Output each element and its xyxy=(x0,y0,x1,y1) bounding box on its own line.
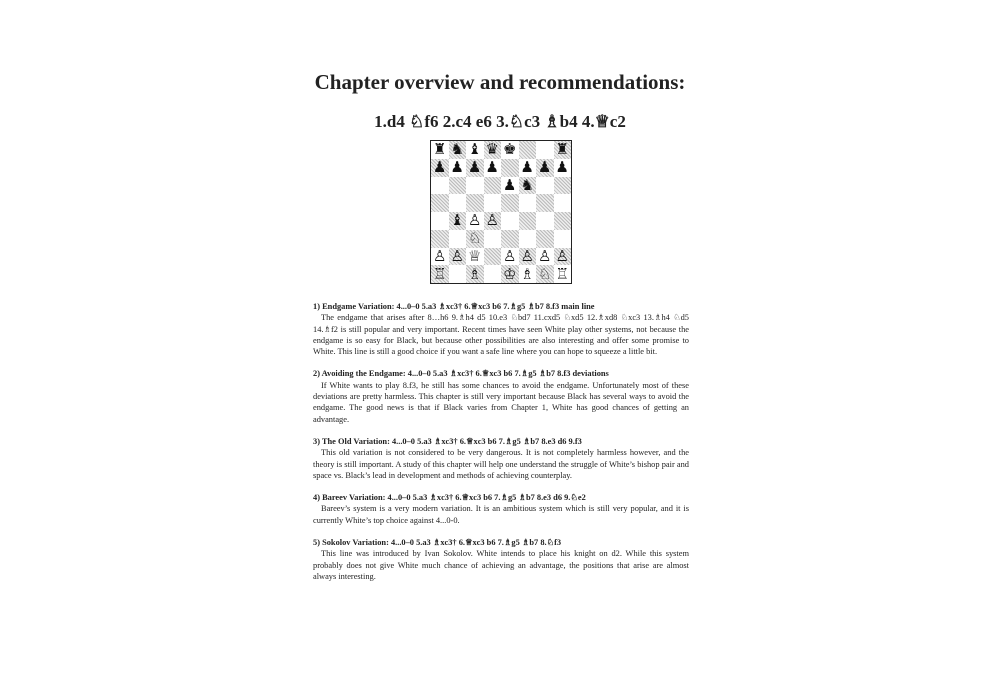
board-square xyxy=(431,230,449,248)
board-square xyxy=(554,194,572,212)
board-square xyxy=(536,141,554,159)
board-square xyxy=(431,212,449,230)
board-square xyxy=(501,230,519,248)
board-square xyxy=(449,265,467,283)
board-square xyxy=(501,194,519,212)
board-square xyxy=(466,194,484,212)
board-square xyxy=(449,177,467,195)
board-square: ♝ xyxy=(466,141,484,159)
board-square xyxy=(519,141,537,159)
board-square: ♖ xyxy=(554,265,572,283)
board-square xyxy=(431,177,449,195)
section-heading: 5) Sokolov Variation: 4...0–0 5.a3 ♗xc3† 6.♕xc3 b6 7.♗g5 ♗b7 8.♘f3 xyxy=(313,538,562,548)
section xyxy=(313,301,689,357)
board-square xyxy=(519,212,537,230)
section-body: If White wants to play 8.f3, he still has some chances to avoid the endgame. Unfortunately most of these deviations are pretty harmless. This chapter is still very important because Black has several ways to avoid the endgame. The good news is that if Black varies from Chapter 1, White has good chances of getting an advantage. xyxy=(313,380,689,424)
board-square: ♘ xyxy=(466,230,484,248)
board-square: ♟ xyxy=(449,159,467,177)
board-square: ♝ xyxy=(449,212,467,230)
chess-diagram xyxy=(430,140,572,284)
board-square: ♙ xyxy=(431,248,449,266)
board-square: ♟ xyxy=(466,159,484,177)
board-square: ♙ xyxy=(519,248,537,266)
board-square: ♟ xyxy=(536,159,554,177)
section xyxy=(313,368,689,424)
board-square: ♙ xyxy=(554,248,572,266)
board-square xyxy=(501,212,519,230)
section xyxy=(313,537,689,582)
board-square: ♖ xyxy=(431,265,449,283)
board-square: ♗ xyxy=(519,265,537,283)
board-square xyxy=(484,194,502,212)
board-square xyxy=(431,194,449,212)
board-square: ♚ xyxy=(501,141,519,159)
board-square: ♞ xyxy=(519,177,537,195)
board-square: ♔ xyxy=(501,265,519,283)
board-square: ♟ xyxy=(519,159,537,177)
section-heading: 1) Endgame Variation: 4...0–0 5.a3 ♗xc3† 6.♕xc3 b6 7.♗g5 ♗b7 8.f3 main line xyxy=(313,302,595,311)
board-square xyxy=(449,230,467,248)
board-square: ♙ xyxy=(536,248,554,266)
board-square: ♘ xyxy=(536,265,554,283)
board-square xyxy=(536,194,554,212)
board-square: ♟ xyxy=(484,159,502,177)
board-square: ♙ xyxy=(501,248,519,266)
board-square xyxy=(554,177,572,195)
board-square xyxy=(484,248,502,266)
board-square xyxy=(554,230,572,248)
board-square: ♙ xyxy=(484,212,502,230)
section-body: Bareev’s system is a very modern variation. It is an ambitious system which is still very popular, and it is currently White’s top choice against 4...0-0. xyxy=(313,504,689,525)
section-heading: 3) The Old Variation: 4...0–0 5.a3 ♗xc3† 6.♕xc3 b6 7.♗g5 ♗b7 8.e3 d6 9.f3 xyxy=(313,436,582,446)
board-square xyxy=(554,212,572,230)
board-square: ♗ xyxy=(466,265,484,283)
section xyxy=(313,436,689,481)
board-square: ♞ xyxy=(449,141,467,159)
board-square xyxy=(484,177,502,195)
section-heading: 2) Avoiding the Endgame: 4...0–0 5.a3 ♗xc3† 6.♕xc3 b6 7.♗g5 ♗b7 8.f3 deviations xyxy=(313,369,609,379)
board-square: ♜ xyxy=(431,141,449,159)
board-square: ♟ xyxy=(501,177,519,195)
board-square xyxy=(449,194,467,212)
board-square xyxy=(501,159,519,177)
section-body: This line was introduced by Ivan Sokolov. White intends to place his knight on d2. While this system probably does not give White much chance of achieving an advantage, the positions that arise are almost always interesting. xyxy=(313,549,689,581)
board-square xyxy=(484,230,502,248)
board-square: ♕ xyxy=(466,248,484,266)
board-square xyxy=(519,230,537,248)
board-square xyxy=(536,230,554,248)
board-square: ♜ xyxy=(554,141,572,159)
section-body: The endgame that arises after 8…h6 9.♗h4 d5 10.e3 ♘bd7 11.cxd5 ♘xd5 12.♗xd8 ♘xc3 13.♗h4 ♘d5 14.♗f2 is still popular and very important. Recent times have seen White play other systems, not because the endgame is so easy for Black, but because other possibilities are also interesting and offer some promise to White. This line is still a good choice if you want a safe line where you can hope to squeeze a little bit. xyxy=(313,313,689,357)
board-square xyxy=(536,177,554,195)
board-square: ♙ xyxy=(449,248,467,266)
board-square xyxy=(466,177,484,195)
board-square: ♙ xyxy=(466,212,484,230)
sections xyxy=(313,301,689,593)
board-square: ♟ xyxy=(431,159,449,177)
section-heading: 4) Bareev Variation: 4...0–0 5.a3 ♗xc3† 6.♕xc3 b6 7.♗g5 ♗b7 8.e3 d6 9.♘e2 xyxy=(313,493,586,503)
opening-moves: 1.d4 ♘f6 2.c4 e6 3.♘c3 ♗b4 4.♕c2 xyxy=(374,112,626,131)
section xyxy=(313,492,689,526)
board-square xyxy=(519,194,537,212)
board-square xyxy=(536,212,554,230)
board-square: ♟ xyxy=(554,159,572,177)
page-title: Chapter overview and recommendations: xyxy=(314,70,686,94)
board-square xyxy=(484,265,502,283)
section-body: This old variation is not considered to be very dangerous. It is not completely harmless however, and the theory is still important. A study of this chapter will help one understand the struggle of White’s bishop pair and space vs. Black’s lead in development and methods of achieving counterplay. xyxy=(313,448,689,480)
board-square: ♛ xyxy=(484,141,502,159)
